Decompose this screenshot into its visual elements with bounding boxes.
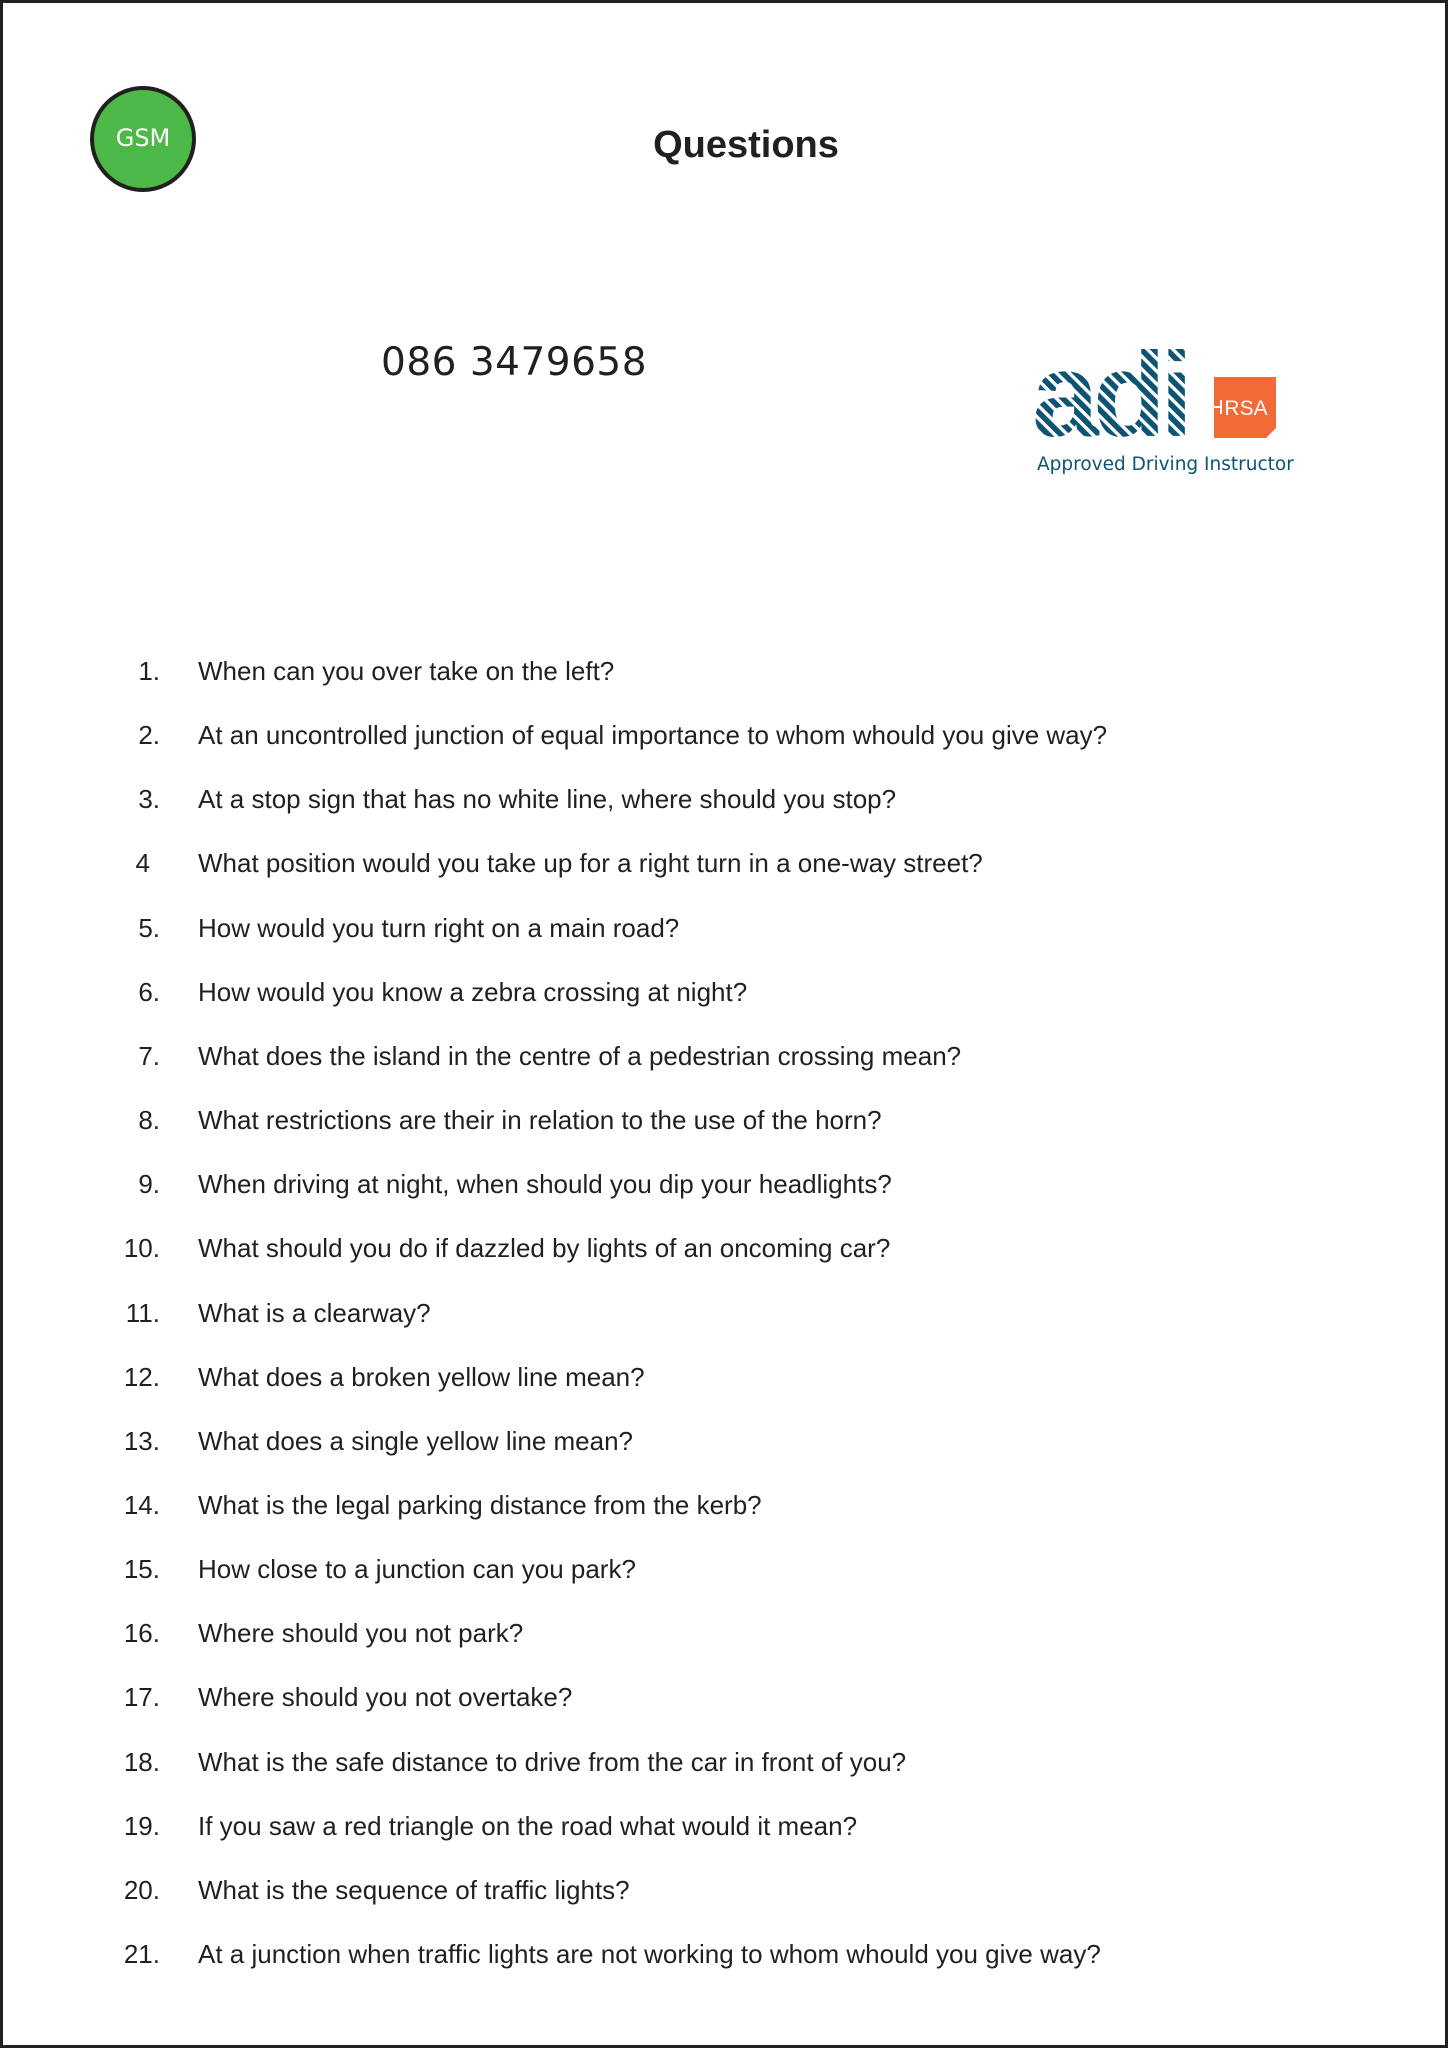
- question-number: 21.: [123, 1939, 160, 1969]
- question-text: What position would you take up for a right turn in a one-way street?: [198, 848, 983, 879]
- question-number: 9.: [138, 1169, 160, 1200]
- adi-tagline: Approved Driving Instructor: [1037, 454, 1294, 475]
- question-item: [0, 1747, 1448, 1787]
- question-number: 13.: [123, 1425, 160, 1456]
- question-number: 18.: [123, 1746, 160, 1777]
- question-item: [0, 1490, 1448, 1530]
- question-number: 12.: [123, 1361, 160, 1392]
- question-text: If you saw a red triangle on the road what would it mean?: [198, 1810, 858, 1841]
- question-text: What does the island in the centre of a pedestrian crossing mean?: [198, 1040, 962, 1071]
- question-number: 7.: [138, 1040, 160, 1071]
- question-item: [0, 1939, 1448, 1979]
- question-item: [0, 1041, 1448, 1081]
- question-item: [0, 1811, 1448, 1851]
- question-text: What does a broken yellow line mean?: [198, 1361, 645, 1392]
- question-number: 8.: [138, 1105, 160, 1136]
- question-number: 10.: [123, 1233, 160, 1264]
- question-text: How would you turn right on a main road?: [198, 912, 680, 943]
- question-number: 16.: [123, 1618, 160, 1649]
- question-text: What does a single yellow line mean?: [198, 1425, 634, 1456]
- adi-wordmark: adi: [1032, 344, 1188, 462]
- question-item: [0, 656, 1448, 696]
- rsa-badge: [1214, 377, 1276, 438]
- question-text: How would you know a zebra crossing at night?: [198, 976, 748, 1007]
- question-text: What restrictions are their in relation to the use of the horn?: [198, 1105, 882, 1136]
- question-item: [0, 1169, 1448, 1209]
- question-item: [0, 848, 1448, 888]
- question-text: How close to a junction can you park?: [198, 1554, 636, 1585]
- question-number: 5.: [138, 912, 160, 943]
- question-text: At a junction when traffic lights are not working to whom whould you give way?: [198, 1939, 1101, 1969]
- question-item: [0, 1554, 1448, 1594]
- question-number: 15.: [123, 1554, 160, 1585]
- rsa-badge-label: RSA: [1224, 397, 1268, 420]
- question-item: [0, 1682, 1448, 1722]
- question-number: 4: [135, 848, 150, 879]
- question-item: [0, 1618, 1448, 1658]
- question-text: What is the legal parking distance from the kerb?: [198, 1489, 762, 1520]
- question-number: 19.: [123, 1810, 160, 1841]
- question-item: [0, 1105, 1448, 1145]
- question-text: What is a clearway?: [198, 1297, 431, 1328]
- question-text: Where should you not overtake?: [198, 1682, 573, 1713]
- question-number: 11.: [125, 1297, 160, 1328]
- question-number: 6.: [138, 976, 160, 1007]
- question-text: What should you do if dazzled by lights of an oncoming car?: [198, 1233, 891, 1264]
- question-text: At an uncontrolled junction of equal importance to whom whould you give way?: [198, 720, 1108, 751]
- phone-number: 086 3479658: [381, 340, 648, 385]
- question-text: When driving at night, when should you dip your headlights?: [198, 1169, 892, 1200]
- question-item: [0, 913, 1448, 953]
- question-item: [0, 1875, 1448, 1915]
- question-item: [0, 977, 1448, 1017]
- question-number: 14.: [123, 1489, 160, 1520]
- question-number: 3.: [138, 784, 160, 815]
- question-text: What is the sequence of traffic lights?: [198, 1874, 630, 1905]
- page-title: Questions: [653, 124, 839, 166]
- question-text: When can you over take on the left?: [198, 656, 615, 686]
- question-item: [0, 720, 1448, 760]
- question-item: [0, 1233, 1448, 1273]
- gsm-badge-label: GSM: [115, 124, 171, 152]
- question-number: 17.: [123, 1682, 160, 1713]
- question-number: 2.: [138, 720, 160, 751]
- adi-wordmark-group: [1032, 344, 1187, 462]
- question-text: At a stop sign that has no white line, where should you stop?: [198, 784, 897, 815]
- question-text: Where should you not park?: [198, 1618, 524, 1649]
- question-number: 20.: [123, 1874, 160, 1905]
- question-item: [0, 1362, 1448, 1402]
- question-text: What is the safe distance to drive from the car in front of you?: [198, 1746, 907, 1777]
- question-item: [0, 784, 1448, 824]
- question-number: 1.: [138, 656, 160, 686]
- question-item: [0, 1426, 1448, 1466]
- question-item: [0, 1298, 1448, 1338]
